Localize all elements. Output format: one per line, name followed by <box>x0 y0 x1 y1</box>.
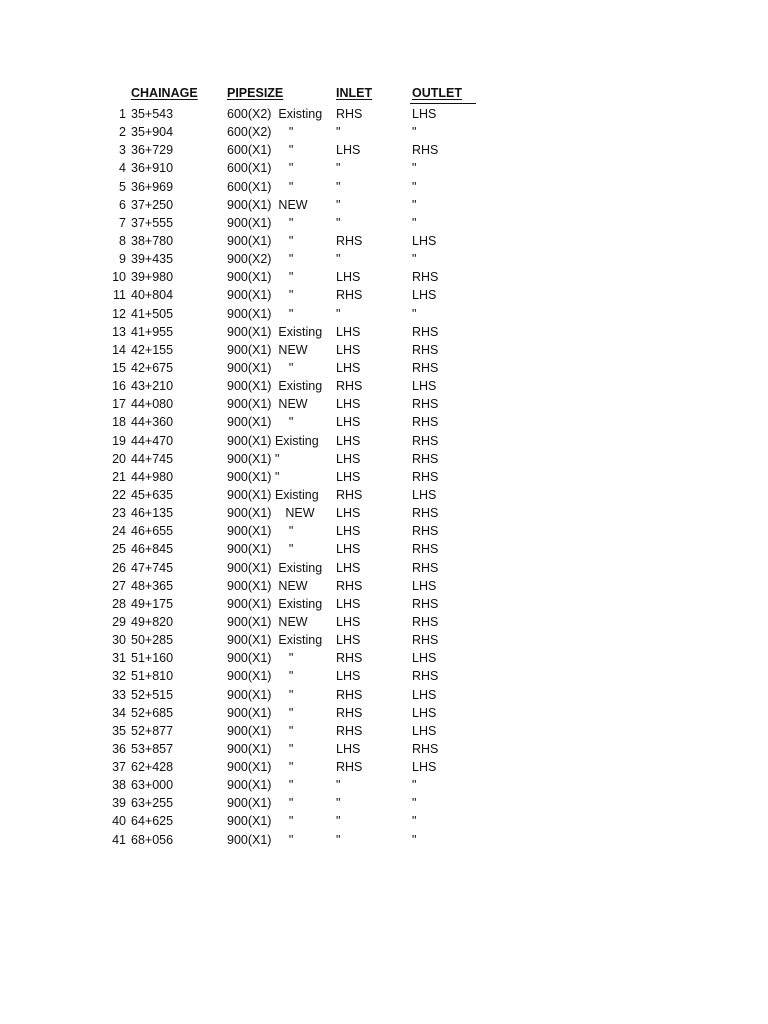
cell-pipesize: 900(X1) " <box>227 270 294 285</box>
cell-outlet: LHS <box>412 651 437 666</box>
row-number: 10 <box>112 270 126 285</box>
cell-outlet: " <box>412 252 417 267</box>
cell-inlet: " <box>336 215 341 230</box>
cell-inlet: LHS <box>336 469 361 484</box>
cell-outlet: " <box>412 197 417 212</box>
cell-inlet: RHS <box>336 233 363 248</box>
cell-inlet: RHS <box>336 379 363 394</box>
cell-chainage: 47+745 <box>131 560 174 575</box>
cell-chainage: 42+155 <box>131 342 174 357</box>
table-row <box>0 649 768 667</box>
cell-inlet: LHS <box>336 669 361 684</box>
cell-outlet: RHS <box>412 633 439 648</box>
cell-pipesize: 900(X1) " <box>227 723 294 738</box>
cell-chainage: 68+056 <box>131 832 174 847</box>
row-number: 4 <box>119 161 126 176</box>
cell-outlet: " <box>412 161 417 176</box>
cell-outlet: RHS <box>412 415 439 430</box>
cell-chainage: 45+635 <box>131 487 174 502</box>
cell-pipesize: 900(X1) " <box>227 760 294 775</box>
cell-outlet: LHS <box>412 760 437 775</box>
row-number: 30 <box>112 633 126 648</box>
cell-outlet: RHS <box>412 596 439 611</box>
cell-outlet: " <box>412 814 417 829</box>
cell-outlet: " <box>412 778 417 793</box>
cell-outlet: RHS <box>412 741 439 756</box>
cell-pipesize: 900(X1) " <box>227 814 294 829</box>
cell-inlet: RHS <box>336 687 363 702</box>
table-row <box>0 268 768 286</box>
row-number: 19 <box>112 433 126 448</box>
cell-pipesize: 900(X1) " <box>227 215 294 230</box>
cell-outlet: " <box>412 215 417 230</box>
table-row <box>0 468 768 486</box>
header-chainage: CHAINAGE <box>131 86 198 100</box>
cell-inlet: RHS <box>336 705 363 720</box>
cell-inlet: RHS <box>336 760 363 775</box>
cell-chainage: 52+515 <box>131 687 174 702</box>
cell-outlet: LHS <box>412 705 437 720</box>
cell-inlet: LHS <box>336 506 361 521</box>
row-number: 9 <box>119 252 126 267</box>
row-number: 36 <box>112 741 126 756</box>
row-number: 33 <box>112 687 126 702</box>
cell-outlet: RHS <box>412 469 439 484</box>
cell-chainage: 51+810 <box>131 669 174 684</box>
table-row <box>0 323 768 341</box>
cell-outlet: RHS <box>412 324 439 339</box>
cell-outlet: RHS <box>412 433 439 448</box>
table-row <box>0 631 768 649</box>
cell-chainage: 64+625 <box>131 814 174 829</box>
row-number: 40 <box>112 814 126 829</box>
cell-chainage: 44+745 <box>131 451 174 466</box>
table-row <box>0 123 768 141</box>
table-row <box>0 667 768 685</box>
cell-inlet: " <box>336 125 341 140</box>
cell-inlet: LHS <box>336 360 361 375</box>
cell-inlet: " <box>336 161 341 176</box>
cell-chainage: 35+543 <box>131 107 174 121</box>
table-row <box>0 740 768 758</box>
cell-inlet: " <box>336 796 341 811</box>
cell-outlet: LHS <box>412 578 437 593</box>
cell-chainage: 44+470 <box>131 433 174 448</box>
cell-pipesize: 900(X1) " <box>227 415 294 430</box>
cell-pipesize: 900(X1) " <box>227 360 294 375</box>
cell-pipesize: 900(X1) " <box>227 687 294 702</box>
cell-outlet: " <box>412 125 417 140</box>
cell-pipesize: 900(X1) NEW <box>227 614 308 629</box>
cell-inlet: LHS <box>336 542 361 557</box>
cell-pipesize: 600(X1) " <box>227 143 294 158</box>
cell-pipesize: 900(X1) " <box>227 306 294 321</box>
table-row <box>0 286 768 304</box>
row-number: 22 <box>112 487 126 502</box>
cell-chainage: 52+685 <box>131 705 174 720</box>
cell-inlet: LHS <box>336 596 361 611</box>
cell-pipesize: 900(X1) " <box>227 542 294 557</box>
row-number: 34 <box>112 705 126 720</box>
cell-outlet: " <box>412 796 417 811</box>
header-underline-rule <box>410 103 476 104</box>
cell-pipesize: 900(X1) " <box>227 524 294 539</box>
table-row <box>0 432 768 450</box>
table-row <box>0 250 768 268</box>
table-row <box>0 305 768 323</box>
cell-pipesize: 900(X1) Existing <box>227 560 323 575</box>
cell-inlet: LHS <box>336 614 361 629</box>
cell-inlet: LHS <box>336 741 361 756</box>
row-number: 7 <box>119 215 126 230</box>
cell-outlet: LHS <box>412 379 437 394</box>
cell-chainage: 62+428 <box>131 760 174 775</box>
cell-chainage: 53+857 <box>131 741 174 756</box>
cell-outlet: LHS <box>412 723 437 738</box>
cell-pipesize: 900(X1) Existing <box>227 487 319 502</box>
cell-pipesize: 600(X2) Existing <box>227 107 323 121</box>
cell-outlet: RHS <box>412 614 439 629</box>
cell-pipesize: 900(X1) Existing <box>227 379 323 394</box>
row-number: 16 <box>112 379 126 394</box>
cell-pipesize: 900(X1) " <box>227 669 294 684</box>
cell-chainage: 35+904 <box>131 125 174 140</box>
table-row <box>0 341 768 359</box>
table-body <box>0 105 768 849</box>
table-row <box>0 232 768 250</box>
cell-pipesize: 900(X1) Existing <box>227 596 323 611</box>
cell-pipesize: 900(X1) Existing <box>227 633 323 648</box>
row-number: 2 <box>119 125 126 140</box>
cell-inlet: " <box>336 179 341 194</box>
cell-chainage: 44+980 <box>131 469 174 484</box>
row-number: 39 <box>112 796 126 811</box>
cell-chainage: 48+365 <box>131 578 174 593</box>
cell-chainage: 49+175 <box>131 596 174 611</box>
row-number: 5 <box>119 179 126 194</box>
row-number: 3 <box>119 143 126 158</box>
cell-pipesize: 900(X2) " <box>227 252 294 267</box>
cell-outlet: " <box>412 179 417 194</box>
cell-pipesize: 900(X1) " <box>227 705 294 720</box>
cell-inlet: LHS <box>336 633 361 648</box>
cell-pipesize: 900(X1) NEW <box>227 578 308 593</box>
cell-pipesize: 600(X2) " <box>227 125 294 140</box>
cell-inlet: LHS <box>336 342 361 357</box>
table-row <box>0 395 768 413</box>
table-row <box>0 722 768 740</box>
cell-chainage: 37+250 <box>131 197 174 212</box>
table-header <box>0 86 768 104</box>
header-inlet: INLET <box>336 86 373 100</box>
table-row <box>0 686 768 704</box>
cell-inlet: RHS <box>336 107 363 121</box>
row-number: 12 <box>112 306 126 321</box>
cell-chainage: 46+135 <box>131 506 174 521</box>
cell-chainage: 42+675 <box>131 360 174 375</box>
table-row <box>0 794 768 812</box>
cell-inlet: RHS <box>336 487 363 502</box>
cell-inlet: RHS <box>336 723 363 738</box>
cell-chainage: 63+000 <box>131 778 174 793</box>
cell-outlet: " <box>412 306 417 321</box>
row-number: 26 <box>112 560 126 575</box>
cell-pipesize: 900(X1) " <box>227 651 294 666</box>
cell-inlet: LHS <box>336 415 361 430</box>
cell-pipesize: 900(X1) NEW <box>227 197 308 212</box>
cell-chainage: 36+910 <box>131 161 174 176</box>
row-number: 31 <box>112 651 126 666</box>
cell-inlet: " <box>336 306 341 321</box>
cell-pipesize: 600(X1) " <box>227 161 294 176</box>
cell-inlet: LHS <box>336 270 361 285</box>
cell-chainage: 46+655 <box>131 524 174 539</box>
cell-pipesize: 900(X1) " <box>227 796 294 811</box>
cell-chainage: 37+555 <box>131 215 174 230</box>
table-row <box>0 159 768 177</box>
row-number: 32 <box>112 669 126 684</box>
cell-outlet: RHS <box>412 506 439 521</box>
cell-inlet: " <box>336 778 341 793</box>
row-number: 15 <box>112 360 126 375</box>
table-row <box>0 831 768 849</box>
cell-outlet: RHS <box>412 524 439 539</box>
table-row <box>0 413 768 431</box>
cell-outlet: LHS <box>412 487 437 502</box>
cell-inlet: LHS <box>336 451 361 466</box>
row-number: 24 <box>112 524 126 539</box>
cell-outlet: RHS <box>412 143 439 158</box>
cell-inlet: LHS <box>336 324 361 339</box>
cell-inlet: LHS <box>336 397 361 412</box>
row-number: 41 <box>112 832 126 847</box>
cell-chainage: 49+820 <box>131 614 174 629</box>
table-row <box>0 613 768 631</box>
cell-inlet: RHS <box>336 288 363 303</box>
cell-outlet: RHS <box>412 342 439 357</box>
table-row <box>0 359 768 377</box>
cell-chainage: 51+160 <box>131 651 174 666</box>
cell-pipesize: 900(X1) " <box>227 288 294 303</box>
table-row <box>0 758 768 776</box>
row-number: 23 <box>112 506 126 521</box>
cell-chainage: 41+505 <box>131 306 174 321</box>
cell-inlet: LHS <box>336 560 361 575</box>
row-number: 6 <box>119 197 126 212</box>
cell-inlet: " <box>336 814 341 829</box>
cell-pipesize: 900(X1) " <box>227 741 294 756</box>
cell-inlet: RHS <box>336 651 363 666</box>
row-number: 35 <box>112 723 126 738</box>
cell-chainage: 52+877 <box>131 723 174 738</box>
cell-chainage: 46+845 <box>131 542 174 557</box>
cell-outlet: LHS <box>412 233 437 248</box>
cell-inlet: LHS <box>336 524 361 539</box>
table-row <box>0 504 768 522</box>
cell-chainage: 43+210 <box>131 379 174 394</box>
row-number: 38 <box>112 778 126 793</box>
table-row <box>0 559 768 577</box>
cell-chainage: 50+285 <box>131 633 174 648</box>
cell-inlet: RHS <box>336 578 363 593</box>
table-row <box>0 595 768 613</box>
cell-inlet: " <box>336 197 341 212</box>
cell-chainage: 41+955 <box>131 324 174 339</box>
cell-inlet: LHS <box>336 433 361 448</box>
row-number: 25 <box>112 542 126 557</box>
cell-pipesize: 900(X1) " <box>227 778 294 793</box>
cell-chainage: 39+980 <box>131 270 174 285</box>
table-row <box>0 486 768 504</box>
cell-chainage: 44+360 <box>131 415 174 430</box>
row-number: 20 <box>112 451 126 466</box>
cell-inlet: " <box>336 832 341 847</box>
cell-pipesize: 900(X1) " <box>227 832 294 847</box>
cell-pipesize: 900(X1) Existing <box>227 433 319 448</box>
row-number: 28 <box>112 596 126 611</box>
table-row <box>0 577 768 595</box>
table-row <box>0 178 768 196</box>
table-row <box>0 377 768 395</box>
cell-pipesize: 900(X1) NEW <box>227 397 308 412</box>
cell-chainage: 63+255 <box>131 796 174 811</box>
table-row <box>0 812 768 830</box>
cell-outlet: RHS <box>412 270 439 285</box>
cell-chainage: 36+729 <box>131 143 174 158</box>
table-row <box>0 450 768 468</box>
cell-outlet: LHS <box>412 288 437 303</box>
cell-pipesize: 900(X1) Existing <box>227 324 323 339</box>
row-number: 1 <box>119 107 126 121</box>
row-number: 29 <box>112 614 126 629</box>
cell-chainage: 39+435 <box>131 252 174 267</box>
row-number: 21 <box>112 469 126 484</box>
cell-outlet: RHS <box>412 542 439 557</box>
table-row <box>0 214 768 232</box>
cell-outlet: RHS <box>412 560 439 575</box>
table-row <box>0 704 768 722</box>
table-row <box>0 776 768 794</box>
row-number: 11 <box>113 288 126 303</box>
cell-chainage: 44+080 <box>131 397 174 412</box>
row-number: 37 <box>112 760 126 775</box>
cell-chainage: 38+780 <box>131 233 174 248</box>
row-number: 27 <box>112 578 126 593</box>
row-number: 14 <box>112 342 126 357</box>
header-outlet: OUTLET <box>412 86 462 100</box>
cell-outlet: RHS <box>412 451 439 466</box>
row-number: 18 <box>112 415 126 430</box>
cell-pipesize: 900(X1) " <box>227 233 294 248</box>
cell-inlet: LHS <box>336 143 361 158</box>
cell-inlet: " <box>336 252 341 267</box>
row-number: 8 <box>119 233 126 248</box>
cell-pipesize: 900(X1) " <box>227 469 280 484</box>
cell-outlet: RHS <box>412 397 439 412</box>
row-number: 17 <box>112 397 126 412</box>
header-pipesize: PIPESIZE <box>227 86 284 100</box>
table-row <box>0 105 768 123</box>
cell-pipesize: 600(X1) " <box>227 179 294 194</box>
cell-outlet: RHS <box>412 360 439 375</box>
cell-chainage: 36+969 <box>131 179 174 194</box>
table-row <box>0 141 768 159</box>
cell-chainage: 40+804 <box>131 288 174 303</box>
table-row <box>0 540 768 558</box>
cell-pipesize: 900(X1) " <box>227 451 280 466</box>
cell-outlet: RHS <box>412 669 439 684</box>
cell-outlet: LHS <box>412 687 437 702</box>
cell-outlet: LHS <box>412 107 437 121</box>
table-row <box>0 196 768 214</box>
table-row <box>0 522 768 540</box>
row-number: 13 <box>112 324 126 339</box>
cell-pipesize: 900(X1) NEW <box>227 342 308 357</box>
cell-pipesize: 900(X1) NEW <box>227 506 315 521</box>
cell-outlet: " <box>412 832 417 847</box>
